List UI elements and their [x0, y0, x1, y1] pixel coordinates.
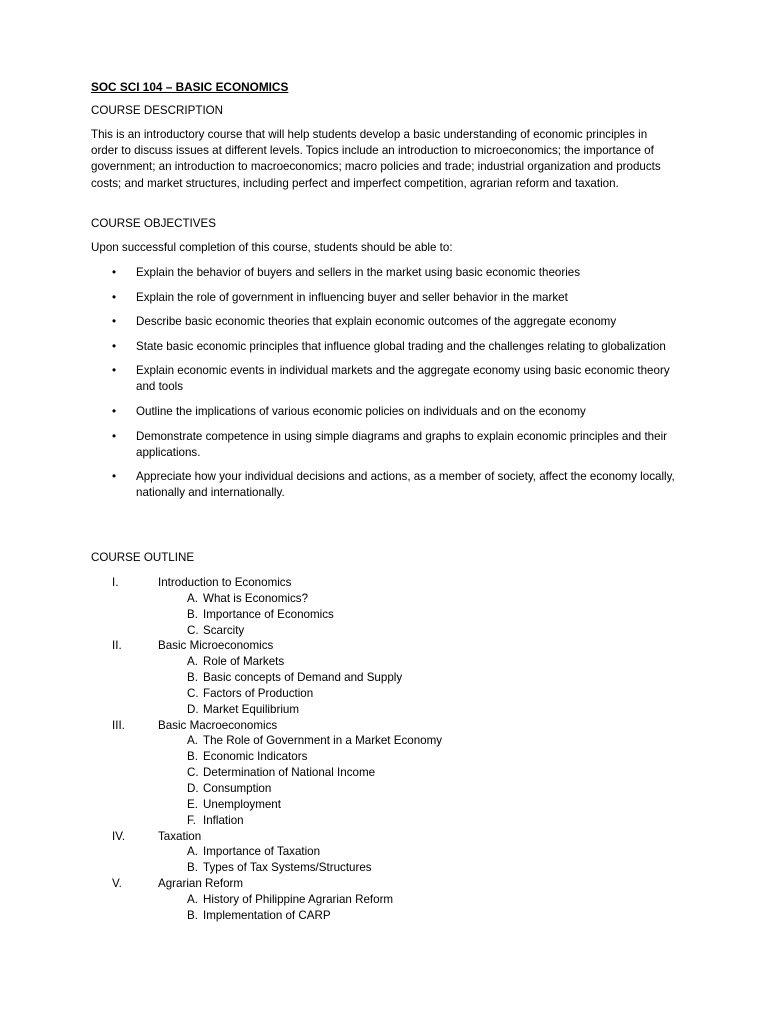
subitem-letter: B. [187, 908, 198, 922]
subitem-letter: A. [187, 892, 198, 906]
bullet-icon: • [112, 266, 117, 279]
section-title: Introduction to Economics [158, 576, 292, 589]
objective-item [91, 314, 691, 330]
objective-item [91, 290, 691, 306]
section-title: Basic Macroeconomics [158, 718, 278, 732]
subitem-letter: A. [187, 734, 198, 748]
subitem-letter: A. [187, 845, 198, 859]
subitem-text: Basic concepts of Demand and Supply [203, 671, 403, 685]
bullet-icon: • [112, 404, 117, 418]
course-description-heading: COURSE DESCRIPTION [91, 104, 224, 117]
objective-item [91, 339, 691, 355]
section-numeral: II. [112, 639, 122, 653]
subitem-text: Types of Tax Systems/Structures [203, 861, 372, 875]
outline-subitem [91, 591, 691, 607]
outline-section [91, 876, 691, 892]
subitem-letter: D. [187, 781, 199, 795]
outline-subitem [91, 654, 691, 670]
outline-subitem [91, 670, 691, 686]
subitem-letter: C. [187, 766, 199, 780]
outline-subitem [91, 686, 691, 702]
objective-text: Describe basic economic theories that explain economic outcomes of the aggregate economy [136, 315, 617, 329]
course-outline-heading: COURSE OUTLINE [91, 551, 195, 564]
outline-section [91, 718, 691, 734]
bullet-icon: • [112, 315, 117, 329]
outline-section [91, 575, 691, 591]
objective-item [91, 429, 691, 461]
subitem-text: History of Philippine Agrarian Reform [203, 892, 394, 906]
section-title: Agrarian Reform [158, 877, 244, 891]
subitem-letter: B. [187, 671, 198, 685]
subitem-letter: B. [187, 750, 198, 764]
section-numeral: I. [112, 576, 119, 589]
subitem-text: Inflation [203, 813, 244, 827]
objective-text: Outline the implications of various economic policies on individuals and on the economy [136, 404, 586, 418]
subitem-text: What is Economics? [203, 591, 309, 605]
outline-subitem [91, 908, 691, 924]
section-numeral: V. [112, 877, 122, 891]
objective-item [91, 265, 691, 281]
subitem-letter: B. [187, 607, 198, 621]
outline-subitem [91, 607, 691, 623]
subitem-letter: D. [187, 702, 199, 716]
subitem-text: Economic Indicators [203, 750, 308, 764]
objective-item [91, 469, 691, 501]
outline-subitem [91, 781, 691, 797]
subitem-letter: C. [187, 623, 199, 637]
outline-subitem [91, 702, 691, 718]
objective-text: State basic economic principles that influence global trading and the challenges relating to globalization [136, 339, 666, 353]
subitem-text: Role of Markets [203, 655, 285, 669]
outline-subitem [91, 797, 691, 813]
subitem-text: Unemployment [203, 797, 281, 811]
subitem-text: Importance of Taxation [203, 845, 321, 859]
bullet-icon: • [112, 470, 117, 484]
objective-text: Explain the behavior of buyers and sellers in the market using basic economic theories [136, 266, 581, 279]
subitem-text: Implementation of CARP [203, 908, 331, 922]
outline-subitem [91, 765, 691, 781]
bullet-icon: • [112, 339, 117, 353]
subitem-text: Determination of National Income [203, 766, 376, 780]
outline-subitem [91, 749, 691, 765]
outline-subitem [91, 733, 691, 749]
subitem-letter: B. [187, 861, 198, 875]
course-description-text: This is an introductory course that will help students develop a basic understanding of economic principles in order to discuss issues at different levels. Topics include an introduction to microeconomics; the importance of government; an introduction to macroeconomics; macro policies and trade; industrial organization and products costs; and market structures, including perfect and imperfect competition, agrarian reform and taxation. [91, 128, 661, 190]
course-objectives-intro: Upon successful completion of this course, students should be able to: [91, 241, 453, 254]
outline-subitem [91, 860, 691, 876]
outline-subitem [91, 844, 691, 860]
subitem-letter: F. [187, 813, 197, 827]
bullet-icon: • [112, 290, 117, 304]
subitem-text: Scarcity [203, 623, 245, 637]
course-outline-list [91, 575, 691, 924]
bullet-icon: • [112, 364, 117, 378]
subitem-text: Factors of Production [203, 686, 314, 700]
subitem-letter: A. [187, 591, 198, 605]
objective-text: Demonstrate competence in using simple diagrams and graphs to explain economic principles and their applications. [136, 429, 668, 459]
objective-text: Appreciate how your individual decisions and actions, as a member of society, affect the economy locally, nationally and internationally. [136, 470, 675, 500]
outline-subitem [91, 892, 691, 908]
objective-item [91, 404, 691, 420]
outline-section [91, 638, 691, 654]
outline-subitem [91, 623, 691, 639]
subitem-letter: C. [187, 686, 199, 700]
section-numeral: IV. [112, 829, 126, 843]
outline-section [91, 829, 691, 845]
subitem-text: Importance of Economics [203, 607, 334, 621]
section-numeral: III. [112, 718, 125, 732]
objective-item [91, 363, 691, 395]
objective-text: Explain the role of government in influencing buyer and seller behavior in the market [136, 290, 568, 304]
document-title: SOC SCI 104 – BASIC ECONOMICS [91, 80, 289, 94]
subitem-text: Consumption [203, 781, 272, 795]
course-objectives-heading: COURSE OBJECTIVES [91, 217, 216, 230]
objective-text: Explain economic events in individual markets and the aggregate economy using basic economic theory and tools [136, 364, 670, 394]
outline-subitem [91, 813, 691, 829]
objectives-list [91, 265, 691, 510]
subitem-text: The Role of Government in a Market Economy [203, 734, 443, 748]
section-title: Taxation [158, 829, 202, 843]
subitem-letter: E. [187, 797, 198, 811]
subitem-text: Market Equilibrium [203, 702, 299, 716]
section-title: Basic Microeconomics [158, 639, 274, 653]
bullet-icon: • [112, 429, 117, 443]
subitem-letter: A. [187, 655, 198, 669]
